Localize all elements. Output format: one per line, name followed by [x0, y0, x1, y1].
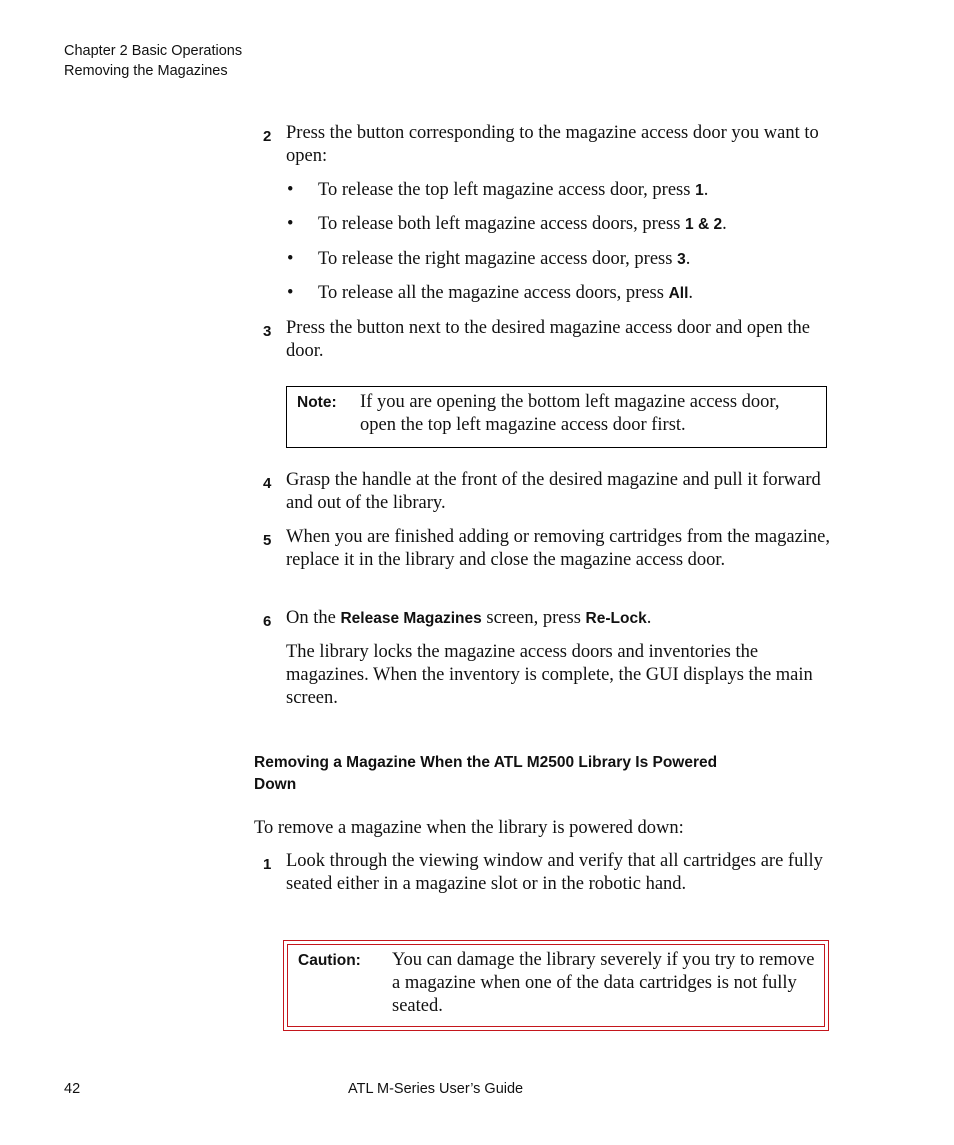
note-box [286, 386, 827, 448]
step-5 [263, 526, 833, 572]
key-label: 3 [677, 251, 686, 268]
step-6 [263, 607, 833, 630]
step-number: 5 [263, 532, 272, 549]
note-text: If you are opening the bottom left magazine access door, open the top left magazine access door first. [360, 392, 780, 435]
note-label: Note: [297, 394, 337, 411]
step-2 [263, 122, 833, 168]
step-text: Grasp the handle at the front of the desired magazine and pull it forward and out of the library. [286, 470, 821, 514]
key-label: All [668, 285, 689, 302]
caution-text: You can damage the library severely if you try to remove a magazine when one of the data cartridges is not fully seated. [392, 950, 815, 1016]
key-label: 1 [695, 182, 704, 199]
bullet-item: • To release all the magazine access doors, press All. [287, 283, 694, 303]
bullet-text: To release the right magazine access door, press [318, 249, 678, 269]
step-result: The library locks the magazine access doors and inventories the magazines. When the inventory is complete, the GUI displays the main screen. [286, 642, 813, 709]
bullet-dot: • [287, 180, 294, 200]
bullet-dot: • [287, 214, 294, 234]
bullet-text: To release both left magazine access doors, press [318, 214, 686, 234]
step-text: On the Release Magazines screen, press Re-Lock. [286, 608, 652, 628]
step-number: 4 [263, 475, 272, 492]
caution-inner-border [287, 944, 825, 1027]
step-text: When you are finished adding or removing cartridges from the magazine, replace it in the library and close the magazine access door. [286, 527, 831, 571]
section-step-1 [263, 850, 833, 896]
section-heading: Removing a Magazine When the ATL M2500 Library Is Powered Down [254, 754, 718, 793]
section-intro: To remove a magazine when the library is powered down: [254, 818, 684, 838]
step-3 [263, 317, 833, 363]
step-number: 6 [263, 613, 272, 630]
bullet-dot: • [287, 283, 294, 303]
step-text: Look through the viewing window and verify that all cartridges are fully seated either in a magazine slot or in the robotic hand. [286, 851, 823, 895]
bullet-dot: • [287, 249, 294, 269]
step-text: Press the button next to the desired magazine access door and open the door. [286, 318, 811, 362]
header-chapter: Chapter 2 Basic Operations [64, 43, 243, 59]
key-label: 1 & 2 [685, 216, 723, 233]
bullet-item: • To release the top left magazine access door, press 1. [287, 180, 709, 200]
screen-name: Release Magazines [340, 610, 482, 627]
caution-box [283, 940, 829, 1031]
running-header [64, 41, 242, 81]
step-text: Press the button corresponding to the magazine access door you want to open: [286, 123, 819, 167]
bullet-item: • To release the right magazine access door, press 3. [287, 249, 691, 269]
page-number: 42 [64, 1081, 81, 1097]
step-number: 1 [263, 856, 272, 873]
bullet-text: To release all the magazine access doors, press [318, 283, 669, 303]
caution-label: Caution: [298, 952, 361, 969]
step-number: 2 [263, 128, 272, 145]
bullet-item: • To release both left magazine access doors, press 1 & 2. [287, 214, 727, 234]
bullet-text: To release the top left magazine access door, press [318, 180, 696, 200]
footer-title: ATL M-Series User’s Guide [348, 1081, 524, 1097]
button-name: Re-Lock [585, 610, 647, 627]
header-section: Removing the Magazines [64, 63, 228, 79]
step-number: 3 [263, 323, 272, 340]
step-4 [263, 469, 833, 515]
